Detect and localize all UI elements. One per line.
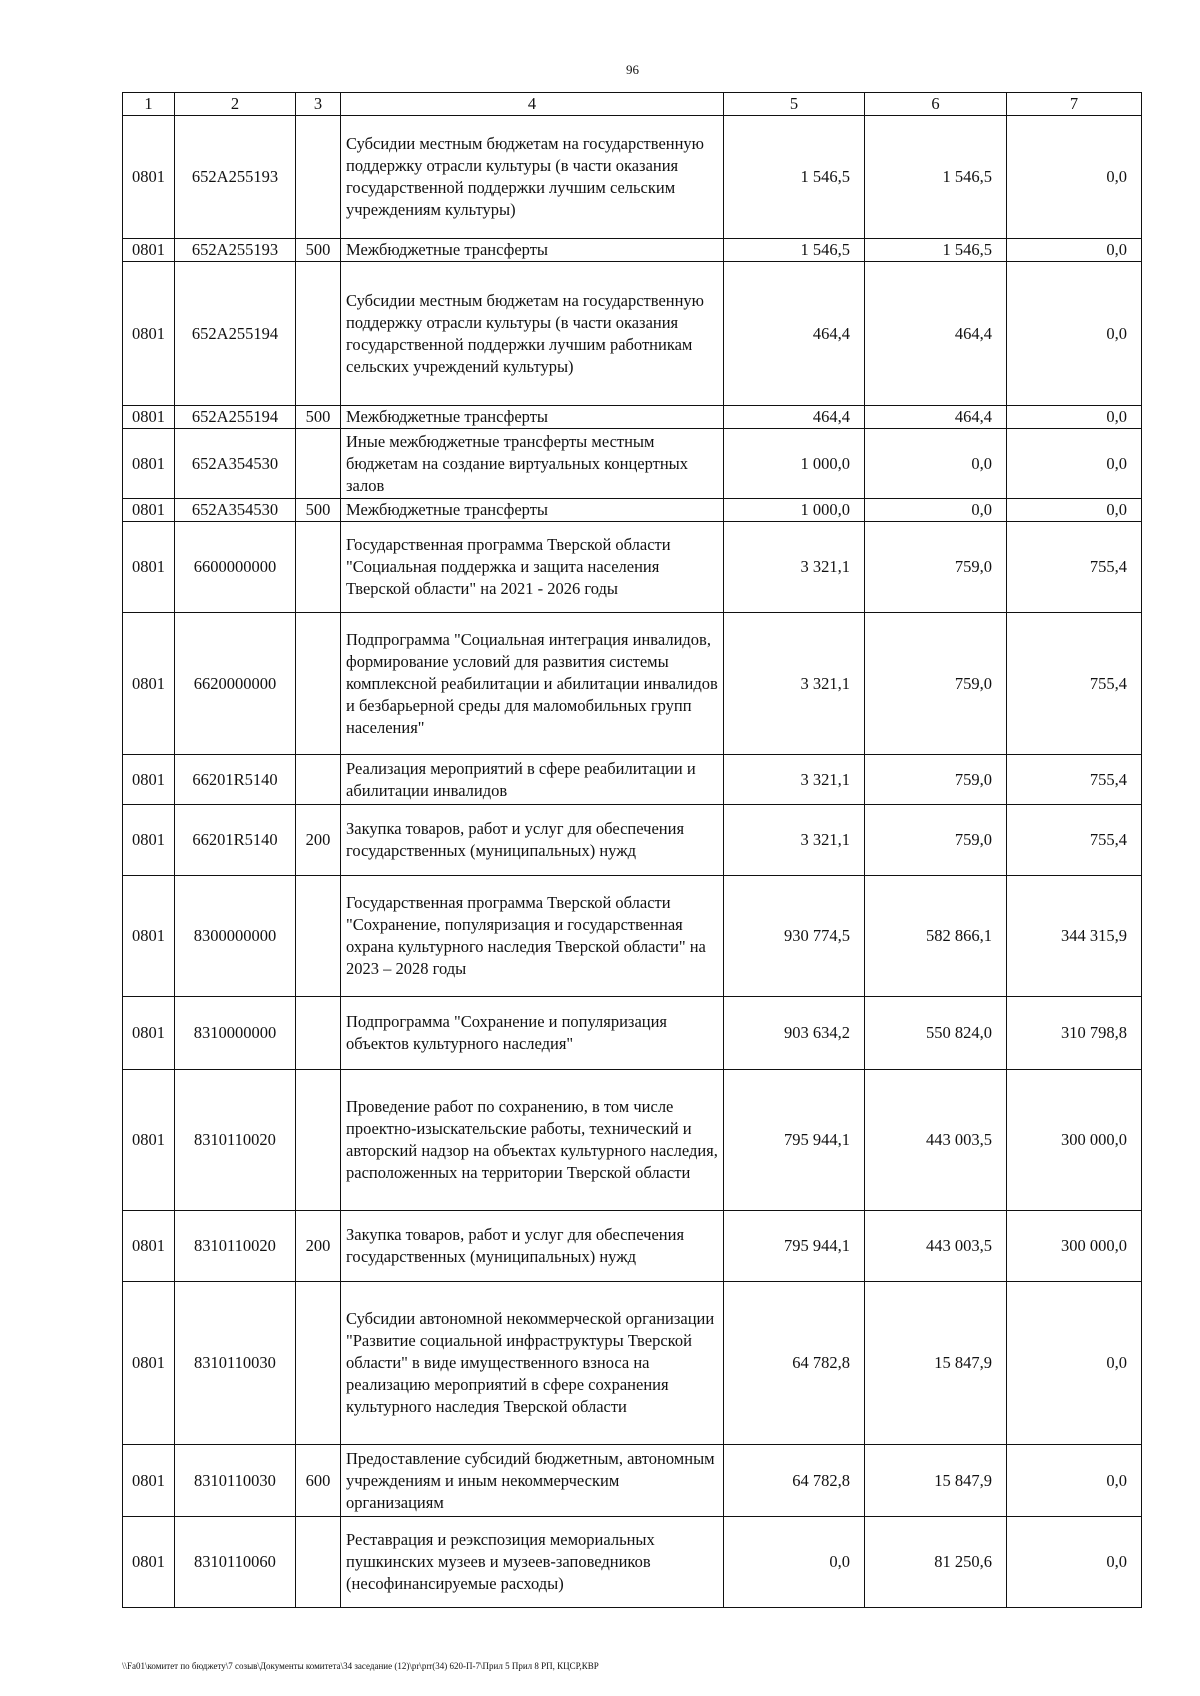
- amount-col-7: 0,0: [1007, 1517, 1142, 1608]
- amount-col-5: 1 000,0: [724, 429, 865, 499]
- expense-type-code: [296, 613, 341, 755]
- amount-col-7: 0,0: [1007, 406, 1142, 429]
- row-description: Проведение работ по сохранению, в том числе проектно-изыскательские работы, технический и авторский надзор на объектах культурного наследия, расположенных на территории Тверской области: [341, 1070, 724, 1211]
- amount-col-7: 344 315,9: [1007, 876, 1142, 997]
- amount-col-6: 1 546,5: [865, 239, 1007, 262]
- target-article-code: 8300000000: [175, 876, 296, 997]
- amount-col-6: 15 847,9: [865, 1445, 1007, 1517]
- row-description: Закупка товаров, работ и услуг для обеспечения государственных (муниципальных) нужд: [341, 1211, 724, 1282]
- table-row: [123, 755, 1142, 805]
- row-description: Государственная программа Тверской области "Социальная поддержка и защита населения Тверской области" на 2021 - 2026 годы: [341, 522, 724, 613]
- table-row: [123, 522, 1142, 613]
- amount-col-7: 0,0: [1007, 429, 1142, 499]
- amount-col-6: 15 847,9: [865, 1282, 1007, 1445]
- table-row: [123, 239, 1142, 262]
- expense-type-code: 500: [296, 499, 341, 522]
- expense-type-code: [296, 997, 341, 1070]
- target-article-code: 8310110020: [175, 1211, 296, 1282]
- amount-col-5: 1 546,5: [724, 239, 865, 262]
- row-description: Реализация мероприятий в сфере реабилитации и абилитации инвалидов: [341, 755, 724, 805]
- target-article-code: 8310000000: [175, 997, 296, 1070]
- section-code: 0801: [123, 997, 175, 1070]
- section-code: 0801: [123, 239, 175, 262]
- section-code: 0801: [123, 1282, 175, 1445]
- section-code: 0801: [123, 522, 175, 613]
- amount-col-7: 300 000,0: [1007, 1211, 1142, 1282]
- amount-col-6: 759,0: [865, 755, 1007, 805]
- amount-col-7: 755,4: [1007, 613, 1142, 755]
- header-row: [123, 93, 1142, 116]
- header-col-4: 4: [341, 93, 724, 116]
- target-article-code: 652A255193: [175, 239, 296, 262]
- header-col-6: 6: [865, 93, 1007, 116]
- target-article-code: 6620000000: [175, 613, 296, 755]
- table-row: [123, 406, 1142, 429]
- target-article-code: 6600000000: [175, 522, 296, 613]
- table-row: [123, 429, 1142, 499]
- table-row: [123, 805, 1142, 876]
- target-article-code: 8310110030: [175, 1282, 296, 1445]
- expense-type-code: [296, 522, 341, 613]
- amount-col-6: 443 003,5: [865, 1070, 1007, 1211]
- amount-col-6: 759,0: [865, 805, 1007, 876]
- amount-col-6: 0,0: [865, 429, 1007, 499]
- table-body: [123, 116, 1142, 1608]
- section-code: 0801: [123, 613, 175, 755]
- amount-col-7: 310 798,8: [1007, 997, 1142, 1070]
- header-col-3: 3: [296, 93, 341, 116]
- expense-type-code: 500: [296, 239, 341, 262]
- amount-col-7: 755,4: [1007, 522, 1142, 613]
- expense-type-code: 500: [296, 406, 341, 429]
- amount-col-5: 930 774,5: [724, 876, 865, 997]
- amount-col-7: 0,0: [1007, 499, 1142, 522]
- row-description: Подпрограмма "Сохранение и популяризация объектов культурного наследия": [341, 997, 724, 1070]
- section-code: 0801: [123, 755, 175, 805]
- section-code: 0801: [123, 805, 175, 876]
- section-code: 0801: [123, 499, 175, 522]
- table-row: [123, 116, 1142, 239]
- table-row: [123, 1282, 1142, 1445]
- target-article-code: 8310110060: [175, 1517, 296, 1608]
- amount-col-6: 464,4: [865, 262, 1007, 406]
- amount-col-6: 0,0: [865, 499, 1007, 522]
- file-path-footer: \\Fa01\комитет по бюджету\7 созыв\Документы комитета\34 заседание (12)\pr\prr(34) 620-П-7\Прил 5 Прил 8 РП, КЦСР,КВР: [122, 1661, 599, 1671]
- table-row: [123, 1517, 1142, 1608]
- row-description: Государственная программа Тверской области "Сохранение, популяризация и государственная охрана культурного наследия Тверской области" на 2023 – 2028 годы: [341, 876, 724, 997]
- row-description: Межбюджетные трансферты: [341, 239, 724, 262]
- amount-col-7: 0,0: [1007, 1445, 1142, 1517]
- amount-col-7: 300 000,0: [1007, 1070, 1142, 1211]
- section-code: 0801: [123, 116, 175, 239]
- target-article-code: 66201R5140: [175, 755, 296, 805]
- amount-col-6: 759,0: [865, 613, 1007, 755]
- amount-col-5: 464,4: [724, 406, 865, 429]
- row-description: Предоставление субсидий бюджетным, автономным учреждениям и иным некоммерческим организациям: [341, 1445, 724, 1517]
- section-code: 0801: [123, 1445, 175, 1517]
- amount-col-7: 0,0: [1007, 239, 1142, 262]
- row-description: Иные межбюджетные трансферты местным бюджетам на создание виртуальных концертных залов: [341, 429, 724, 499]
- amount-col-6: 81 250,6: [865, 1517, 1007, 1608]
- amount-col-5: 3 321,1: [724, 805, 865, 876]
- amount-col-6: 759,0: [865, 522, 1007, 613]
- amount-col-5: 1 000,0: [724, 499, 865, 522]
- table-row: [123, 613, 1142, 755]
- amount-col-5: 0,0: [724, 1517, 865, 1608]
- row-description: Межбюджетные трансферты: [341, 499, 724, 522]
- header-col-1: 1: [123, 93, 175, 116]
- header-col-2: 2: [175, 93, 296, 116]
- row-description: Подпрограмма "Социальная интеграция инвалидов, формирование условий для развития системы комплексной реабилитации и абилитации инвалидов и безбарьерной среды для маломобильных групп населения": [341, 613, 724, 755]
- header-col-5: 5: [724, 93, 865, 116]
- target-article-code: 652A255194: [175, 406, 296, 429]
- expense-type-code: 600: [296, 1445, 341, 1517]
- section-code: 0801: [123, 876, 175, 997]
- amount-col-5: 64 782,8: [724, 1282, 865, 1445]
- amount-col-7: 0,0: [1007, 1282, 1142, 1445]
- table-row: [123, 499, 1142, 522]
- row-description: Закупка товаров, работ и услуг для обеспечения государственных (муниципальных) нужд: [341, 805, 724, 876]
- expense-type-code: [296, 1070, 341, 1211]
- amount-col-6: 443 003,5: [865, 1211, 1007, 1282]
- expense-type-code: 200: [296, 805, 341, 876]
- table-row: [123, 262, 1142, 406]
- target-article-code: 652A354530: [175, 429, 296, 499]
- section-code: 0801: [123, 1517, 175, 1608]
- budget-table: [122, 92, 1142, 1608]
- table-row: [123, 1445, 1142, 1517]
- target-article-code: 652A255193: [175, 116, 296, 239]
- amount-col-5: 64 782,8: [724, 1445, 865, 1517]
- section-code: 0801: [123, 406, 175, 429]
- amount-col-7: 755,4: [1007, 755, 1142, 805]
- header-col-7: 7: [1007, 93, 1142, 116]
- table-row: [123, 876, 1142, 997]
- amount-col-5: 464,4: [724, 262, 865, 406]
- amount-col-7: 0,0: [1007, 116, 1142, 239]
- amount-col-5: 903 634,2: [724, 997, 865, 1070]
- amount-col-6: 1 546,5: [865, 116, 1007, 239]
- amount-col-6: 550 824,0: [865, 997, 1007, 1070]
- table-row: [123, 997, 1142, 1070]
- target-article-code: 652A255194: [175, 262, 296, 406]
- expense-type-code: [296, 116, 341, 239]
- expense-type-code: 200: [296, 1211, 341, 1282]
- page-number: 96: [626, 62, 639, 77]
- amount-col-6: 464,4: [865, 406, 1007, 429]
- expense-type-code: [296, 1282, 341, 1445]
- target-article-code: 8310110020: [175, 1070, 296, 1211]
- section-code: 0801: [123, 1070, 175, 1211]
- section-code: 0801: [123, 1211, 175, 1282]
- expense-type-code: [296, 755, 341, 805]
- row-description: Межбюджетные трансферты: [341, 406, 724, 429]
- amount-col-5: 3 321,1: [724, 522, 865, 613]
- amount-col-5: 3 321,1: [724, 755, 865, 805]
- row-description: Субсидии местным бюджетам на государственную поддержку отрасли культуры (в части оказания государственной поддержки лучшим работникам сельских учреждений культуры): [341, 262, 724, 406]
- target-article-code: 8310110030: [175, 1445, 296, 1517]
- amount-col-7: 0,0: [1007, 262, 1142, 406]
- expense-type-code: [296, 876, 341, 997]
- amount-col-6: 582 866,1: [865, 876, 1007, 997]
- section-code: 0801: [123, 262, 175, 406]
- amount-col-5: 1 546,5: [724, 116, 865, 239]
- target-article-code: 66201R5140: [175, 805, 296, 876]
- amount-col-5: 795 944,1: [724, 1070, 865, 1211]
- section-code: 0801: [123, 429, 175, 499]
- table-row: [123, 1070, 1142, 1211]
- row-description: Субсидии автономной некоммерческой организации "Развитие социальной инфраструктуры Тверской области" в виде имущественного взноса на реализацию мероприятий в сфере сохранения культурного наследия Тверской области: [341, 1282, 724, 1445]
- table-row: [123, 1211, 1142, 1282]
- amount-col-5: 795 944,1: [724, 1211, 865, 1282]
- row-description: Субсидии местным бюджетам на государственную поддержку отрасли культуры (в части оказания государственной поддержки лучшим сельским учреждениям культуры): [341, 116, 724, 239]
- expense-type-code: [296, 262, 341, 406]
- row-description: Реставрация и реэкспозиция мемориальных пушкинских музеев и музеев-заповедников (несофинансируемые расходы): [341, 1517, 724, 1608]
- target-article-code: 652A354530: [175, 499, 296, 522]
- amount-col-5: 3 321,1: [724, 613, 865, 755]
- amount-col-7: 755,4: [1007, 805, 1142, 876]
- expense-type-code: [296, 429, 341, 499]
- expense-type-code: [296, 1517, 341, 1608]
